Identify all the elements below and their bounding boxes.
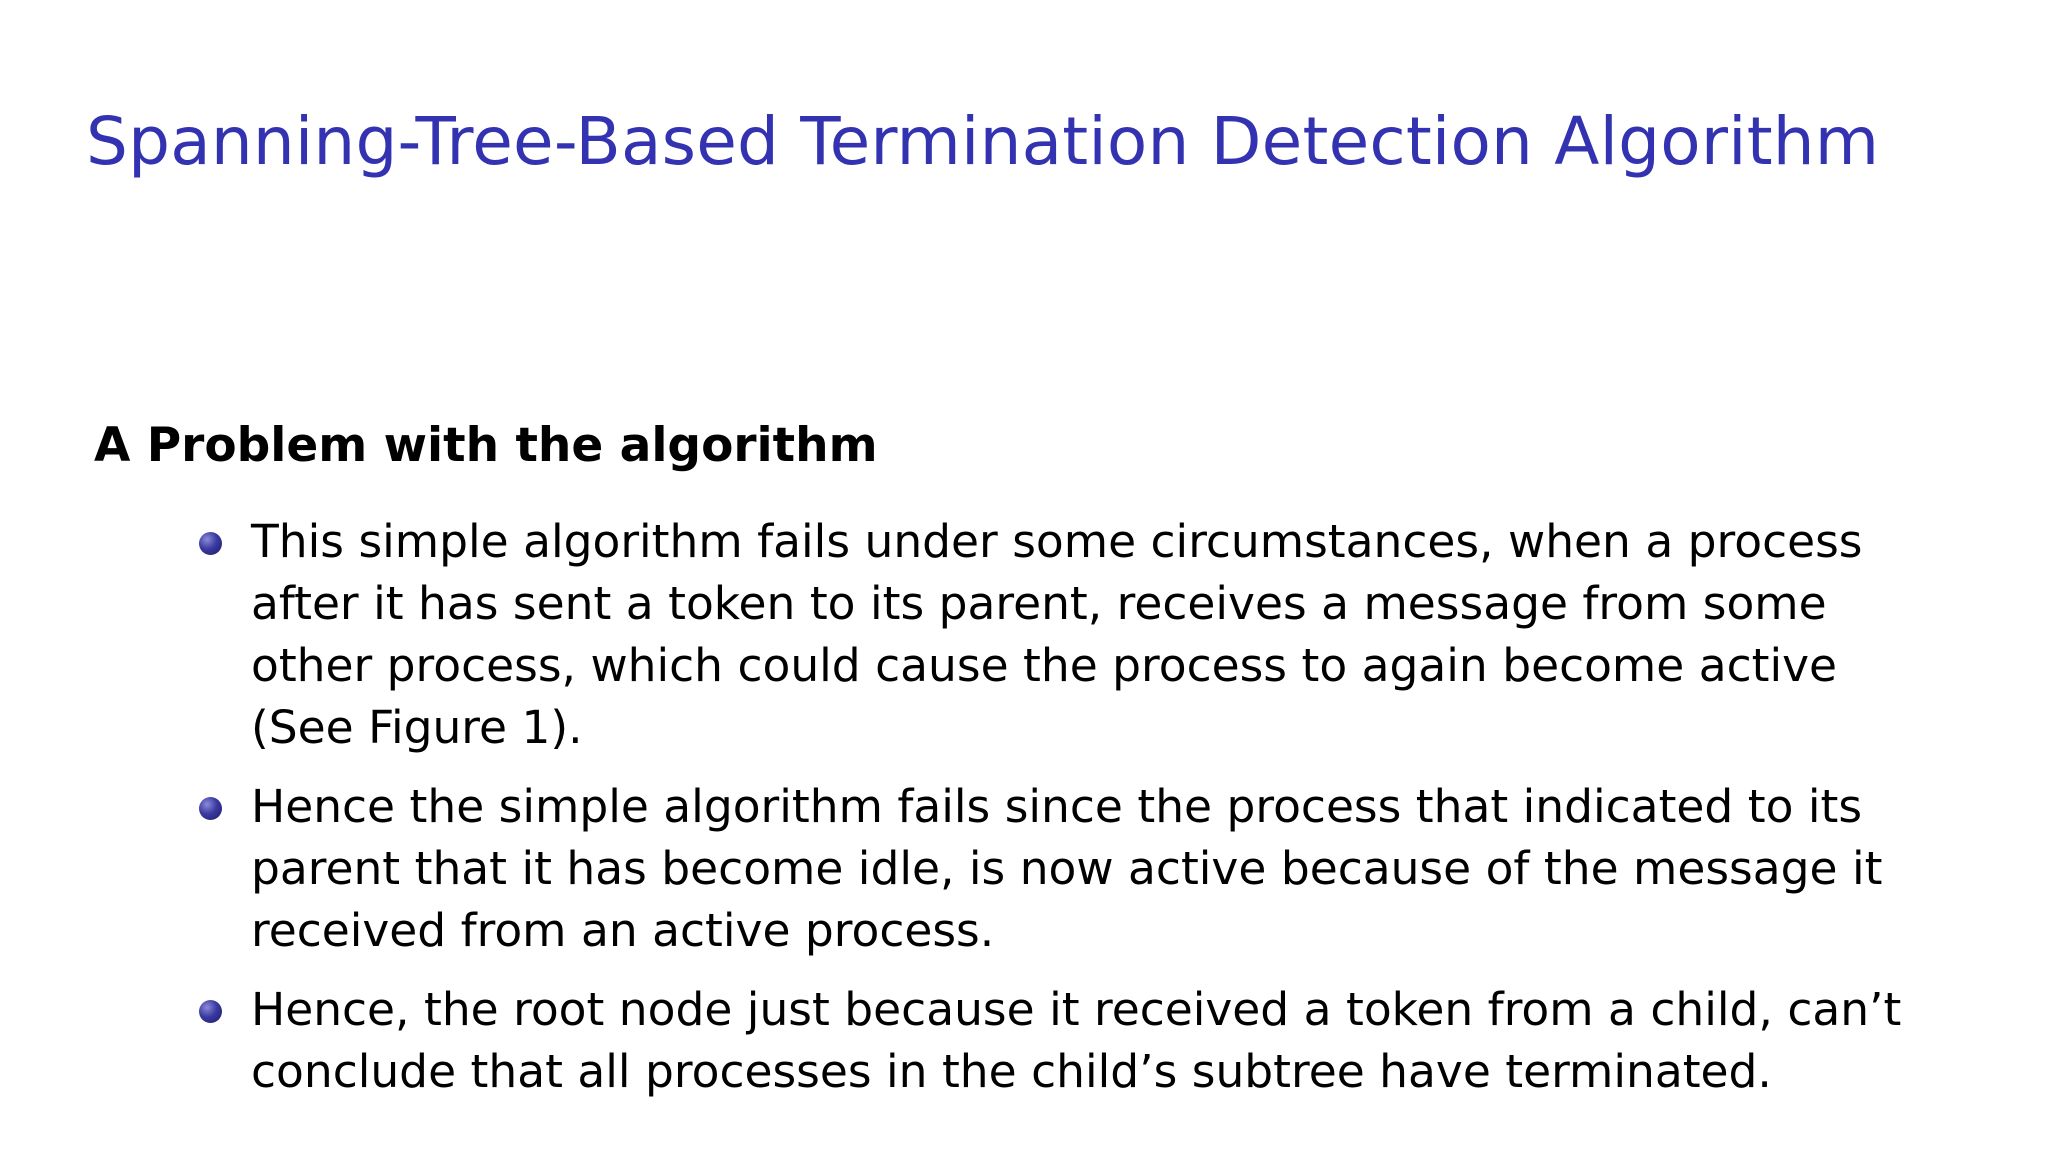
bullet-list: [199, 511, 1929, 1120]
bullet-text: Hence the simple algorithm fails since the process that indicated to its parent that it has become idle, is now active because of the message it received from an active process.: [251, 780, 1883, 957]
bullet-icon: [199, 797, 222, 820]
bullet-item: [199, 511, 1929, 759]
bullet-icon: [199, 532, 222, 555]
bullet-item: [199, 979, 1929, 1103]
slide-title: Spanning-Tree-Based Termination Detection Algorithm: [86, 103, 1880, 180]
bullet-icon: [199, 1000, 222, 1023]
bullet-text: Hence, the root node just because it received a token from a child, can’t conclude that all processes in the child’s subtree have terminated.: [251, 983, 1902, 1098]
content-block: [94, 418, 1934, 1098]
block-title: A Problem with the algorithm: [94, 418, 878, 473]
bullet-text: This simple algorithm fails under some circumstances, when a process after it has sent a token to its parent, receives a message from some other process, which could cause the process to again become active (See Figure 1).: [251, 515, 1863, 754]
bullet-item: [199, 776, 1929, 962]
